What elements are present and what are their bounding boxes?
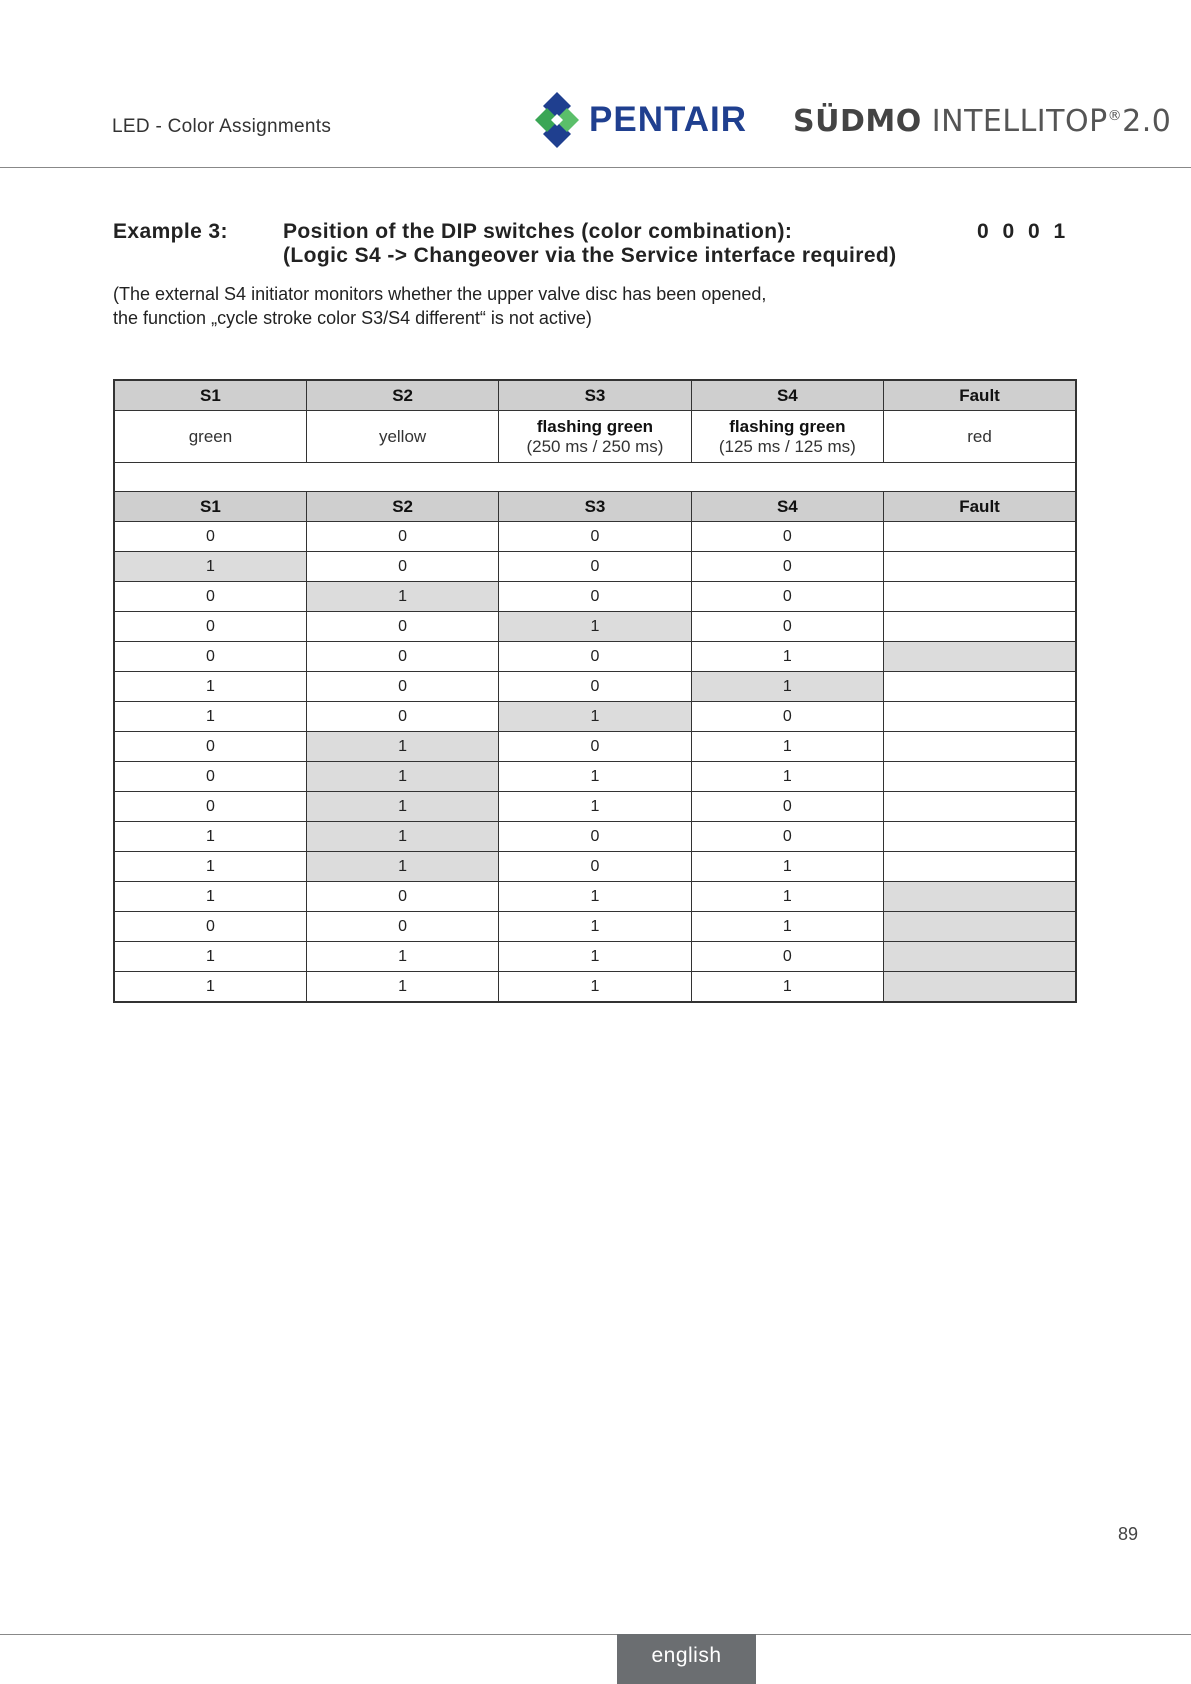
example-label: Example 3:	[113, 220, 228, 243]
dip-switch-code: 0 0 0 1	[977, 220, 1070, 243]
table-cell	[884, 792, 1076, 822]
table-cell: 1	[691, 762, 883, 792]
table-cell: 0	[691, 702, 883, 732]
table-cell: 1	[114, 822, 306, 852]
table-cell: 1	[499, 942, 691, 972]
table-cell: 0	[306, 642, 498, 672]
table-cell	[884, 582, 1076, 612]
product-brand: SÜDMO	[793, 104, 922, 139]
table-cell: 1	[499, 612, 691, 642]
footer-divider	[0, 1634, 1191, 1635]
table-cell	[884, 852, 1076, 882]
table-cell: 0	[691, 612, 883, 642]
table-cell: 0	[499, 852, 691, 882]
section-title: LED - Color Assignments	[112, 116, 332, 137]
pentair-logo-icon	[535, 92, 579, 148]
color-s3: flashing green (250 ms / 250 ms)	[499, 411, 691, 463]
table-cell: 1	[306, 792, 498, 822]
table-cell: 0	[499, 522, 691, 552]
header-s1: S1	[114, 380, 306, 411]
table-cell	[884, 942, 1076, 972]
table-cell: 0	[306, 552, 498, 582]
table-cell: 1	[306, 852, 498, 882]
note-line1: (The external S4 initiator monitors whether the upper valve disc has been opened,	[113, 284, 767, 304]
table-cell: 1	[114, 972, 306, 1003]
table-cell: 0	[499, 672, 691, 702]
table-row	[114, 762, 1076, 792]
table-cell: 1	[499, 792, 691, 822]
header-fault: Fault	[884, 380, 1076, 411]
table-cell: 1	[306, 582, 498, 612]
table-cell	[884, 972, 1076, 1003]
state-header-fault: Fault	[884, 492, 1076, 522]
table-row	[114, 942, 1076, 972]
state-header-s3: S3	[499, 492, 691, 522]
table-cell: 0	[306, 612, 498, 642]
table-cell: 1	[114, 552, 306, 582]
table-row	[114, 522, 1076, 552]
table-row	[114, 882, 1076, 912]
table-row	[114, 792, 1076, 822]
header-s2: S2	[306, 380, 498, 411]
table-cell: 0	[691, 942, 883, 972]
product-version: 2.0	[1122, 104, 1172, 139]
table-cell: 1	[691, 972, 883, 1003]
table-row	[114, 672, 1076, 702]
table-cell	[884, 552, 1076, 582]
table-cell	[884, 822, 1076, 852]
table-cell: 0	[306, 882, 498, 912]
state-header-s2: S2	[306, 492, 498, 522]
header-s3: S3	[499, 380, 691, 411]
product-name	[793, 104, 1171, 139]
table-cell: 1	[691, 882, 883, 912]
table-cell: 0	[306, 702, 498, 732]
header-divider	[0, 167, 1191, 168]
example-title-line2: (Logic S4 -> Changeover via the Service interface required)	[283, 244, 897, 267]
table-cell: 0	[499, 552, 691, 582]
table-cell	[884, 612, 1076, 642]
table-cell: 0	[114, 912, 306, 942]
table-cell: 0	[691, 822, 883, 852]
table-cell: 1	[691, 732, 883, 762]
color-fault: red	[884, 411, 1076, 463]
header-s4: S4	[691, 380, 883, 411]
example-title-line1: Position of the DIP switches (color combination):	[283, 220, 793, 243]
spacer-row	[114, 463, 1076, 492]
table-cell	[884, 912, 1076, 942]
color-description-row	[114, 411, 1076, 463]
table-cell: 0	[691, 522, 883, 552]
state-header-row	[114, 492, 1076, 522]
table-cell	[884, 882, 1076, 912]
product-line: INTELLITOP	[931, 104, 1108, 139]
table-cell: 1	[499, 882, 691, 912]
table-row	[114, 822, 1076, 852]
table-cell	[884, 702, 1076, 732]
table-cell: 1	[114, 882, 306, 912]
table-cell: 1	[499, 762, 691, 792]
table-cell: 1	[499, 972, 691, 1003]
color-s2: yellow	[306, 411, 498, 463]
table-cell: 1	[691, 852, 883, 882]
table-cell	[884, 732, 1076, 762]
table-cell: 1	[499, 702, 691, 732]
table-row	[114, 702, 1076, 732]
table-row	[114, 912, 1076, 942]
table-cell: 0	[114, 522, 306, 552]
table-cell: 0	[306, 672, 498, 702]
table-cell: 0	[691, 792, 883, 822]
table-cell	[884, 642, 1076, 672]
table-row	[114, 612, 1076, 642]
table-cell: 1	[499, 912, 691, 942]
example-note	[113, 282, 766, 330]
table-row	[114, 852, 1076, 882]
state-header-s1: S1	[114, 492, 306, 522]
table-row	[114, 972, 1076, 1003]
color-header-row	[114, 380, 1076, 411]
table-cell: 1	[306, 972, 498, 1003]
table-cell: 0	[114, 642, 306, 672]
table-cell: 1	[114, 852, 306, 882]
table-cell: 0	[306, 912, 498, 942]
table-cell: 0	[691, 552, 883, 582]
table-cell: 0	[114, 582, 306, 612]
table-cell: 0	[499, 582, 691, 612]
table-cell: 0	[114, 612, 306, 642]
table-row	[114, 732, 1076, 762]
table-cell: 1	[306, 762, 498, 792]
table-cell	[884, 672, 1076, 702]
table-cell: 0	[306, 522, 498, 552]
table-row	[114, 642, 1076, 672]
table-cell: 1	[306, 822, 498, 852]
led-color-table	[113, 379, 1077, 1003]
color-s1: green	[114, 411, 306, 463]
table-cell: 0	[499, 822, 691, 852]
table-cell: 1	[114, 672, 306, 702]
table-cell: 0	[499, 732, 691, 762]
table-cell	[884, 762, 1076, 792]
table-cell: 1	[691, 912, 883, 942]
language-tab[interactable]: english	[617, 1634, 756, 1684]
state-header-s4: S4	[691, 492, 883, 522]
table-cell: 0	[691, 582, 883, 612]
table-cell: 1	[114, 702, 306, 732]
table-cell: 0	[114, 732, 306, 762]
table-row	[114, 582, 1076, 612]
table-cell: 0	[114, 762, 306, 792]
table-cell: 1	[306, 732, 498, 762]
table-cell: 1	[691, 672, 883, 702]
table-row	[114, 552, 1076, 582]
registered-mark: ®	[1107, 108, 1123, 124]
note-line2: the function „cycle stroke color S3/S4 different“ is not active)	[113, 308, 592, 328]
table-cell: 1	[691, 642, 883, 672]
brand-name: PENTAIR	[589, 100, 748, 139]
color-s4: flashing green (125 ms / 125 ms)	[691, 411, 883, 463]
page-number: 89	[1118, 1524, 1139, 1544]
table-cell: 0	[499, 642, 691, 672]
table-cell: 1	[114, 942, 306, 972]
table-cell	[884, 522, 1076, 552]
table-cell: 1	[306, 942, 498, 972]
pentair-logo	[535, 92, 747, 148]
table-cell: 0	[114, 792, 306, 822]
